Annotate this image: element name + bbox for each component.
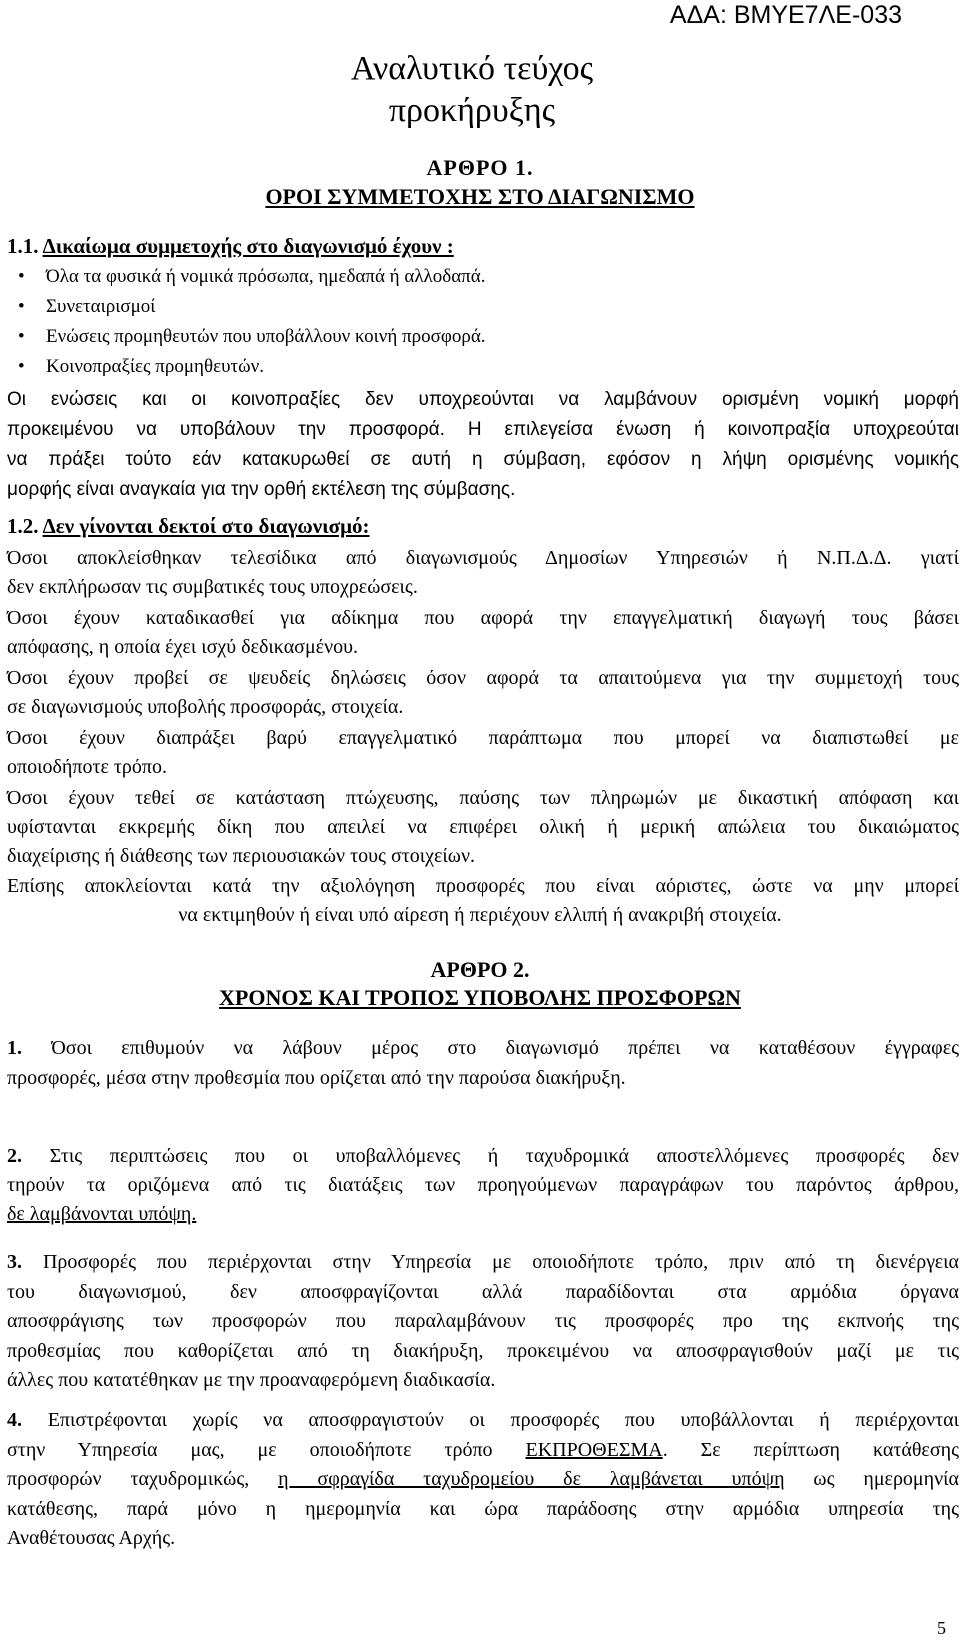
p3-number: 3. — [7, 1251, 22, 1273]
exclusion-line: υφίστανται εκκρεμής δίκη που απειλεί να επιφέρει ολική ή μερική απώλεια του δικαιώματος — [7, 816, 959, 838]
list-item: Συνεταιρισμοί — [46, 296, 156, 317]
section-1-2-heading: Δεν γίνονται δεκτοί στο διαγωνισμό: — [42, 514, 370, 538]
article2-p4-line: Αναθέτουσας Αρχής. — [7, 1527, 176, 1549]
title-line-1: Αναλυτικό τεύχος — [350, 50, 594, 87]
paragraph-line: Οι ενώσεις και οι κοινοπραξίες δεν υποχρεούνται να λαμβάνουν ορισμένη νομική μορφή — [7, 389, 959, 410]
list-item: Ενώσεις προμηθευτών που υποβάλλουν κοινή προσφορά. — [46, 326, 486, 347]
article2-p2-line: δε λαμβάνονται υπόψη. — [7, 1203, 197, 1225]
list-item: Όλα τα φυσικά ή νομικά πρόσωπα, ημεδαπά ή αλλοδαπά. — [46, 266, 486, 287]
exclusion-line: οποιοδήποτε τρόπο. — [7, 756, 168, 778]
bullet-dot: • — [18, 326, 25, 347]
exclusion-line: Όσοι έχουν διαπράξει βαρύ επαγγελματικό παράπτωμα που μπορεί να διαπιστωθεί με — [7, 727, 959, 749]
paragraph-line: να πράξει τούτο εάν κατακυρωθεί σε αυτή η σύμβαση, εφόσον η λήψη ορισμένης νομικής — [7, 449, 959, 470]
bullet-dot: • — [18, 266, 25, 287]
article2-p4-line: προσφορών ταχυδρομικώς, η σφραγίδα ταχυδρομείου δε λαμβάνεται υπόψη ως ημερομηνία — [7, 1468, 960, 1490]
article1-heading: ΑΡΘΡΟ 1. — [426, 155, 534, 180]
bullet-dot: • — [18, 296, 25, 317]
exclusion-line: Επίσης αποκλείονται κατά την αξιολόγηση προσφορές που είναι αόριστες, ώστε να μην μπορεί — [7, 875, 959, 897]
article2-p3-line: του διαγωνισμού, δεν αποσφραγίζονται αλλά παραδίδονται στα αρμόδια όργανα — [7, 1281, 959, 1303]
exclusion-line-centered: να εκτιμηθούν ή είναι υπό αίρεση ή περιέχουν ελλιπή ή ανακριβή στοιχεία. — [178, 904, 782, 926]
exclusion-line: Όσοι έχουν τεθεί σε κατάσταση πτώχευσης, παύσης των πληρωμών με δικαστική απόφαση και — [7, 787, 959, 809]
title-line-2: προκήρυξης — [388, 92, 556, 129]
article2-p4-line: 4. Επιστρέφονται χωρίς να αποσφραγιστούν οι προσφορές που υποβάλλονται ή περιέρχονται — [7, 1409, 960, 1431]
exclusion-line: δεν εκπλήρωσαν τις συμβατικές τους υποχρεώσεις. — [7, 576, 418, 598]
section-1-2-number: 1.2. — [7, 514, 39, 538]
article1-subheading: ΟΡΟΙ ΣΥΜΜΕΤΟΧΗΣ ΣΤΟ ΔΙΑΓΩΝΙΣΜΟ — [265, 184, 695, 209]
paragraph-line: μορφής είναι αναγκαία για την ορθή εκτέλεση της σύμβασης. — [7, 479, 516, 500]
exclusion-line: διαχείρισης ή διάθεσης των περιουσιακών τους στοιχείων. — [7, 845, 476, 867]
exclusion-line: Όσοι έχουν προβεί σε ψευδείς δηλώσεις όσον αφορά τα απαιτούμενα για την συμμετοχή τους — [7, 667, 959, 689]
page-number: 5 — [937, 1618, 946, 1638]
exclusion-line: Όσοι αποκλείσθηκαν τελεσίδικα από διαγωνισμούς Δημοσίων Υπηρεσιών ή Ν.Π.Δ.Δ. γιατί — [7, 547, 959, 569]
article2-p2-line: 2. Στις περιπτώσεις που οι υποβαλλόμενες ή ταχυδρομικά αποστελλόμενες προσφορές δεν — [7, 1145, 960, 1167]
p1-number: 1. — [7, 1037, 22, 1059]
article2-p3-line: 3. Προσφορές που περιέρχονται στην Υπηρεσία με οποιοδήποτε τρόπο, πριν από τη διενέργεια — [7, 1251, 960, 1273]
article2-subheading: ΧΡΟΝΟΣ ΚΑΙ ΤΡΟΠΟΣ ΥΠΟΒΟΛΗΣ ΠΡΟΣΦΟΡΩΝ — [219, 985, 741, 1010]
list-item: Κοινοπραξίες προμηθευτών. — [46, 356, 264, 377]
article2-p3-line: αποσφράγισης των προσφορών που παραλαμβάνουν τις προσφορές προ της εκπνοής της — [7, 1310, 959, 1332]
section-1-1-number: 1.1. — [7, 234, 39, 258]
postmark-emphasis: η σφραγίδα ταχυδρομείου δε λαμβάνεται υπόψη — [278, 1468, 785, 1490]
bullet-dot: • — [18, 356, 25, 377]
article2-p4-line: στην Υπηρεσία μας, με οποιοδήποτε τρόπο ΕΚΠΡΟΘΕΣΜΑ. Σε περίπτωση κατάθεσης — [7, 1439, 959, 1461]
article2-p4-line: κατάθεσης, παρά μόνο η ημερομηνία και ώρα παράδοσης στην αρμόδια υπηρεσία της — [7, 1498, 959, 1520]
article2-p1-line: 1. Όσοι επιθυμούν να λάβουν μέρος στο διαγωνισμό πρέπει να καταθέσουν έγγραφες — [7, 1037, 960, 1059]
ada-code: ΑΔΑ: ΒΜΥΕ7ΛΕ-033 — [669, 1, 902, 29]
article2-p2-line: τηρούν τα οριζόμενα από τις διατάξεις των προηγούμενων παραγράφων του παρόντος άρθρου, — [7, 1174, 959, 1196]
p2-number: 2. — [7, 1145, 22, 1167]
p4-number: 4. — [7, 1409, 22, 1431]
article2-p1-line: προσφορές, μέσα στην προθεσμία που ορίζεται από την παρούσα διακήρυξη. — [7, 1067, 626, 1089]
exclusion-line: απόφασης, η οποία έχει ισχύ δεδικασμένου. — [7, 636, 359, 658]
exclusion-line: σε διαγωνισμούς υποβολής προσφοράς, στοιχεία. — [7, 696, 404, 718]
section-1-2-title — [7, 514, 959, 539]
section-1-1-heading: Δικαίωμα συμμετοχής στο διαγωνισμό έχουν : — [42, 234, 454, 258]
paragraph-line: προκειμένου να υποβάλουν την προσφορά. Η επιλεγείσα ένωση ή κοινοπραξία υποχρεούται — [7, 419, 959, 440]
article2-p3-line: άλλες που κατατέθηκαν με την προαναφερόμενη διαδικασία. — [7, 1369, 496, 1391]
article2-heading: ΑΡΘΡΟ 2. — [430, 957, 530, 982]
article2-p3-line: προθεσμίας που καθορίζεται από τη διακήρυξη, προκειμένου να αποσφραγισθούν μαζί με τις — [7, 1340, 959, 1362]
section-1-1-title — [7, 234, 959, 259]
late-emphasis: ΕΚΠΡΟΘΕΣΜΑ — [525, 1439, 663, 1461]
page-title — [330, 48, 614, 132]
exclusion-line: Όσοι έχουν καταδικασθεί για αδίκημα που αφορά την επαγγελματική διαγωγή τους βάσει — [7, 607, 959, 629]
